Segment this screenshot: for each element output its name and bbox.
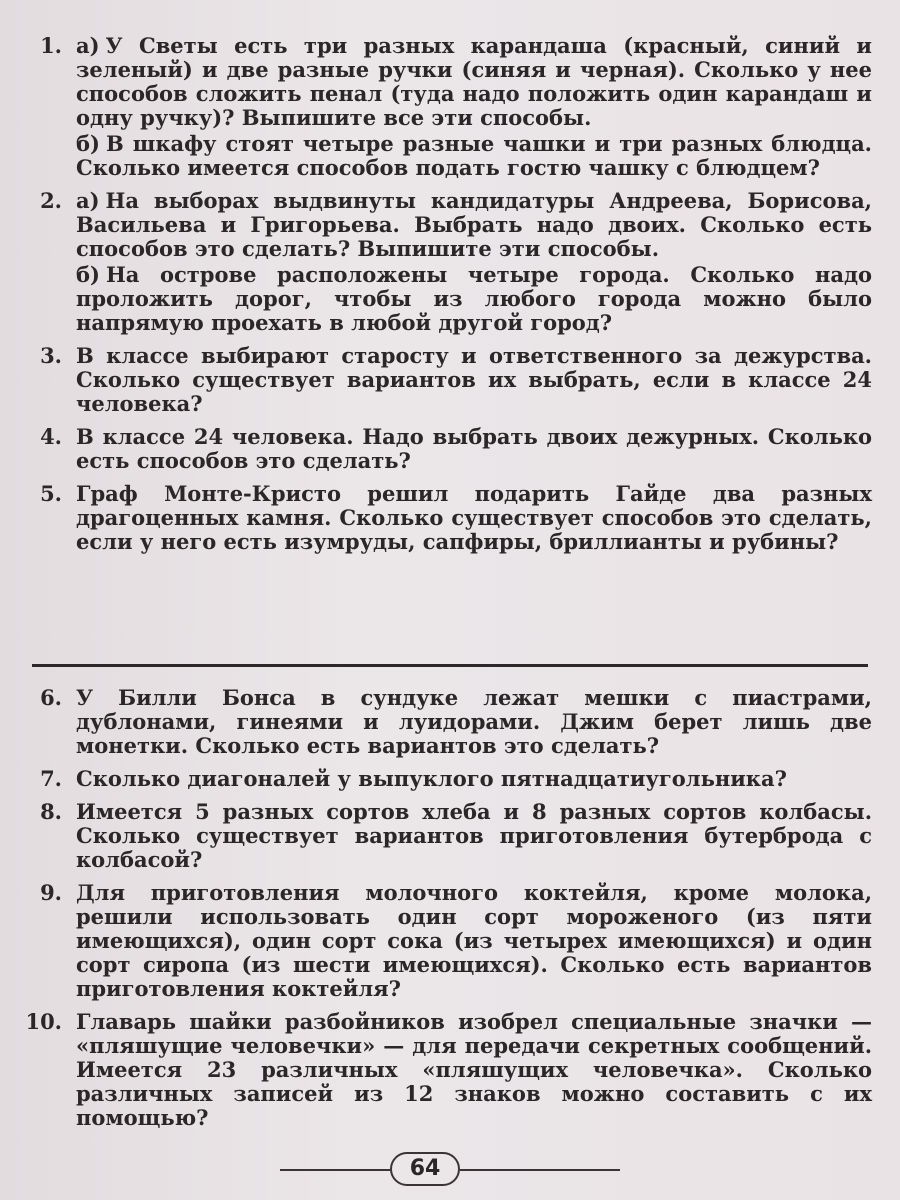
problem-number: 1. [40,33,62,58]
part-text: В классе выбирают старосту и ответственного за дежурства. Сколько существует вариантов их выбрать, если в классе 24 человека? [76,343,872,416]
problem-item [10,1010,872,1130]
part-text: У Светы есть три разных карандаша (красный, синий и зеленый) и две разные ручки (синяя и черная). Сколько у нее способов сложить пенал (туда надо положить один карандаш и одну ручку)? Выпишите все эти способы. [76,33,872,130]
part-text: Главарь шайки разбойников изобрел специальные значки — «пляшущие человечки» — для передачи секретных сообщений. Имеется 23 различных «пляшущих человечка». Сколько различных записей из 12 знаков можно составить с их помощью? [76,1009,872,1130]
problem-part [76,881,872,1001]
problem-number: 7. [40,766,62,791]
problem-number: 6. [40,685,62,710]
part-label: б) [76,262,100,287]
page-footer [0,1150,900,1190]
part-label: а) [76,188,100,213]
problem-part [76,263,872,335]
problem-text [76,425,872,473]
problem-text [76,767,872,791]
problem-list-top [10,34,872,563]
problem-number: 8. [40,799,62,824]
problem-part [76,189,872,261]
problem-item [10,482,872,554]
problem-part [76,425,872,473]
page-number: 64 [390,1152,460,1186]
problem-number: 9. [40,880,62,905]
problem-list-bottom [10,686,872,1139]
problem-item [10,34,872,180]
problem-item [10,881,872,1001]
problem-number: 5. [40,481,62,506]
problem-item [10,800,872,872]
problem-text [76,881,872,1001]
problem-text [76,344,872,416]
part-text: У Билли Бонса в сундуке лежат мешки с пиастрами, дублонами, гинеями и луидорами. Джим берет лишь две монетки. Сколько есть вариантов это сделать? [76,685,872,758]
part-text: На выборах выдвинуты кандидатуры Андреева, Борисова, Васильева и Григорьева. Выбрать надо двоих. Сколько есть способов это сделать? Выпишите эти способы. [76,188,872,261]
problem-number: 3. [40,343,62,368]
problem-item [10,686,872,758]
problem-text [76,34,872,180]
problem-part [76,34,872,130]
problem-text [76,189,872,335]
problem-item [10,344,872,416]
problem-part [76,482,872,554]
problem-part [76,686,872,758]
section-divider [32,664,868,667]
problem-number: 4. [40,424,62,449]
problem-part [76,132,872,180]
part-label: а) [76,33,100,58]
part-text: В классе 24 человека. Надо выбрать двоих дежурных. Сколько есть способов это сделать? [76,424,872,473]
problem-item [10,767,872,791]
problem-part [76,767,872,791]
part-label: б) [76,131,100,156]
part-text: В шкафу стоят четыре разные чашки и три разных блюдца. Сколько имеется способов подать гостю чашку с блюдцем? [76,131,872,180]
problem-part [76,344,872,416]
problem-text [76,482,872,554]
part-text: Граф Монте-Кристо решил подарить Гайде два разных драгоценных камня. Сколько существует способов это сделать, если у него есть изумруды, сапфиры, бриллианты и рубины? [76,481,872,554]
problem-item [10,425,872,473]
part-text: На острове расположены четыре города. Сколько надо проложить дорог, чтобы из любого города можно было напрямую проехать в любой другой город? [76,262,872,335]
problem-text [76,800,872,872]
problem-text [76,1010,872,1130]
problem-item [10,189,872,335]
problem-part [76,800,872,872]
problem-text [76,686,872,758]
part-text: Имеется 5 разных сортов хлеба и 8 разных сортов колбасы. Сколько существует вариантов приготовления бутерброда с колбасой? [76,799,872,872]
problem-number: 2. [40,188,62,213]
footer-rule-right [460,1169,620,1171]
part-text: Сколько диагоналей у выпуклого пятнадцатиугольника? [76,766,787,791]
part-text: Для приготовления молочного коктейля, кроме молока, решили использовать один сорт мороженого (из пяти имеющихся), один сорт сока (из четырех имеющихся) и один сорт сиропа (из шести имеющихся). Сколько есть вариантов приготовления коктейля? [76,880,872,1001]
problem-part [76,1010,872,1130]
problem-number: 10. [25,1009,62,1034]
